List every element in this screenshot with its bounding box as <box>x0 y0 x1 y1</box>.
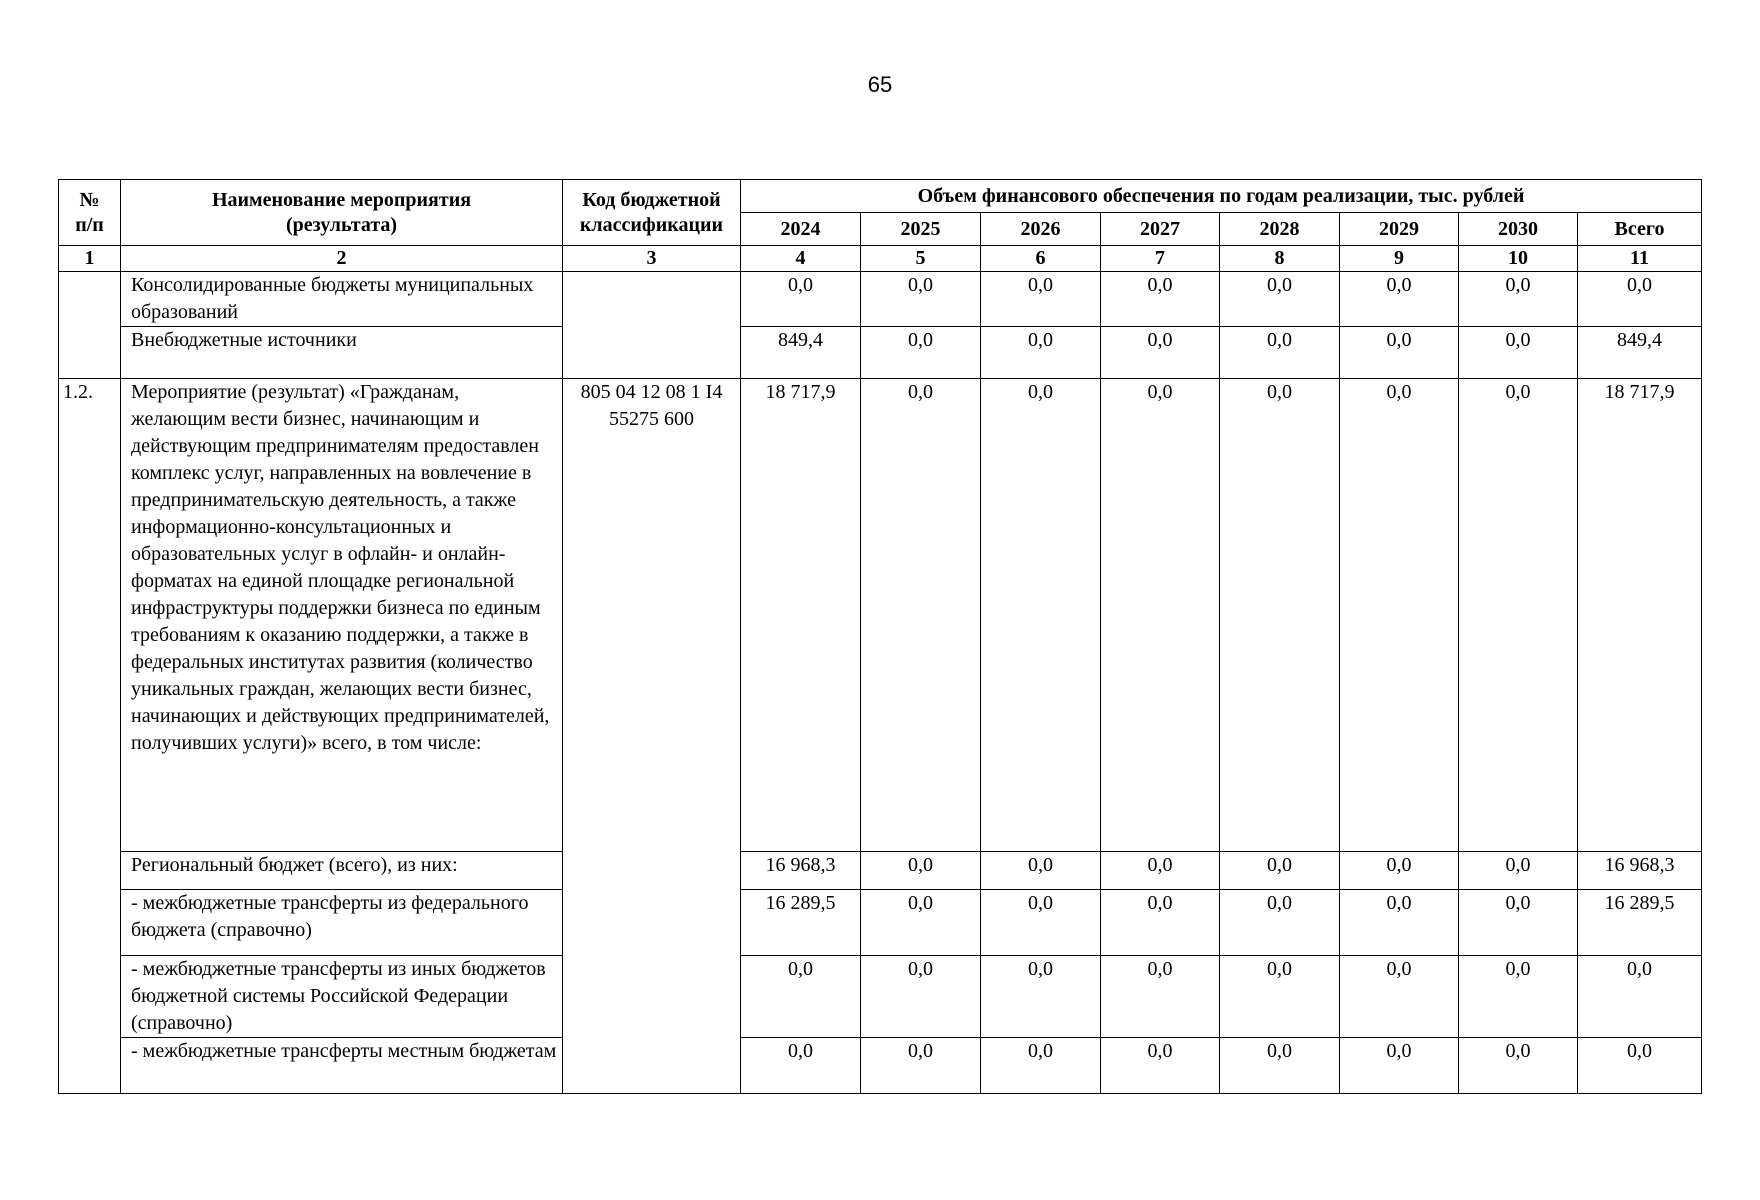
header-year: 2028 <box>1220 213 1340 246</box>
column-number: 8 <box>1220 246 1340 272</box>
column-number: 2 <box>121 246 563 272</box>
row-value: 0,0 <box>981 272 1101 327</box>
row-name: - межбюджетные трансферты из федерального бюджета (справочно) <box>121 890 563 956</box>
column-number: 9 <box>1340 246 1459 272</box>
row-value: 0,0 <box>1101 890 1220 956</box>
row-value: 0,0 <box>1220 1038 1340 1094</box>
row-value: 0,0 <box>1220 327 1340 379</box>
row-code: 805 04 12 08 1 I4 55275 600 <box>563 379 741 1094</box>
table-row <box>59 379 1702 852</box>
row-value: 16 289,5 <box>1578 890 1702 956</box>
row-value: 849,4 <box>1578 327 1702 379</box>
row-value: 0,0 <box>1220 272 1340 327</box>
row-value: 16 289,5 <box>741 890 861 956</box>
row-value: 0,0 <box>1459 890 1578 956</box>
header-row-1 <box>59 180 1702 213</box>
row-value: 0,0 <box>1578 272 1702 327</box>
column-number: 1 <box>59 246 121 272</box>
header-year: 2029 <box>1340 213 1459 246</box>
table-row <box>59 1038 1702 1094</box>
row-value: 0,0 <box>1340 956 1459 1038</box>
row-name: Мероприятие (результат) «Гражданам, желающим вести бизнес, начинающим и действующим предпринимателям предоставлен комплекс услуг, направленных на вовлечение в предпринимательскую деятельность, а также информационно-консультационных и образовательных услуг в офлайн- и онлайн-форматах на единой площадке региональной инфраструктуры поддержки бизнеса по единым требованиям к оказанию поддержки, а также в федеральных институтах развития (количество уникальных граждан, желающих вести бизнес, начинающих и действующих предпринимателей, получивших услуги)» всего, в том числе: <box>121 379 563 852</box>
row-value: 0,0 <box>981 1038 1101 1094</box>
row-value: 0,0 <box>1340 327 1459 379</box>
row-value: 0,0 <box>741 956 861 1038</box>
row-value: 0,0 <box>741 272 861 327</box>
row-value: 0,0 <box>1220 890 1340 956</box>
header-total: Всего <box>1578 213 1702 246</box>
row-value: 0,0 <box>1220 852 1340 890</box>
row-value: 849,4 <box>741 327 861 379</box>
row-value: 0,0 <box>1340 890 1459 956</box>
row-value: 0,0 <box>861 956 981 1038</box>
row-value: 0,0 <box>861 852 981 890</box>
row-value: 0,0 <box>1101 272 1220 327</box>
column-number: 6 <box>981 246 1101 272</box>
row-value: 0,0 <box>861 272 981 327</box>
row-value: 0,0 <box>1578 1038 1702 1094</box>
row-value: 18 717,9 <box>1578 379 1702 852</box>
row-value: 0,0 <box>861 1038 981 1094</box>
page-number: 65 <box>867 72 893 97</box>
row-value: 0,0 <box>1340 1038 1459 1094</box>
row-value: 0,0 <box>1340 272 1459 327</box>
row-name: - межбюджетные трансферты из иных бюджетов бюджетной системы Российской Федерации (справочно) <box>121 956 563 1038</box>
row-value: 0,0 <box>1101 852 1220 890</box>
row-value: 0,0 <box>1459 327 1578 379</box>
table-row <box>59 852 1702 890</box>
row-value: 0,0 <box>1101 956 1220 1038</box>
table-row <box>59 327 1702 379</box>
row-value: 0,0 <box>1101 379 1220 852</box>
column-number: 4 <box>741 246 861 272</box>
row-value: 0,0 <box>981 852 1101 890</box>
row-value: 0,0 <box>1220 379 1340 852</box>
row-value: 0,0 <box>1101 1038 1220 1094</box>
row-code <box>563 272 741 379</box>
budget-table <box>58 179 1702 1094</box>
header-year: 2024 <box>741 213 861 246</box>
table-row <box>59 890 1702 956</box>
column-number: 3 <box>563 246 741 272</box>
row-value: 18 717,9 <box>741 379 861 852</box>
header-num: № п/п <box>59 180 121 246</box>
row-value: 0,0 <box>981 956 1101 1038</box>
row-value: 0,0 <box>1578 956 1702 1038</box>
row-value: 0,0 <box>1459 1038 1578 1094</box>
row-value: 0,0 <box>861 890 981 956</box>
row-value: 0,0 <box>1459 379 1578 852</box>
row-num <box>59 272 121 379</box>
row-name: Внебюджетные источники <box>121 327 563 379</box>
row-value: 0,0 <box>1459 272 1578 327</box>
header-volume: Объем финансового обеспечения по годам реализации, тыс. рублей <box>741 180 1702 213</box>
column-number: 5 <box>861 246 981 272</box>
header-year: 2027 <box>1101 213 1220 246</box>
row-name: Региональный бюджет (всего), из них: <box>121 852 563 890</box>
header-year: 2026 <box>981 213 1101 246</box>
table-row <box>59 272 1702 327</box>
row-value: 0,0 <box>741 1038 861 1094</box>
row-value: 0,0 <box>1101 327 1220 379</box>
header-code: Код бюджетной классификации <box>563 180 741 246</box>
header-year: 2025 <box>861 213 981 246</box>
header-year: 2030 <box>1459 213 1578 246</box>
row-value: 0,0 <box>981 890 1101 956</box>
row-value: 0,0 <box>1220 956 1340 1038</box>
row-value: 16 968,3 <box>741 852 861 890</box>
column-numbers-row <box>59 246 1702 272</box>
header-name: Наименование мероприятия (результата) <box>121 180 563 246</box>
row-value: 0,0 <box>981 327 1101 379</box>
row-value: 0,0 <box>1459 852 1578 890</box>
row-num: 1.2. <box>59 379 121 1094</box>
row-value: 0,0 <box>861 327 981 379</box>
row-value: 16 968,3 <box>1578 852 1702 890</box>
row-name: - межбюджетные трансферты местным бюджетам <box>121 1038 563 1094</box>
column-number: 10 <box>1459 246 1578 272</box>
column-number: 7 <box>1101 246 1220 272</box>
row-value: 0,0 <box>1340 852 1459 890</box>
row-name: Консолидированные бюджеты муниципальных образований <box>121 272 563 327</box>
row-value: 0,0 <box>1459 956 1578 1038</box>
row-value: 0,0 <box>981 379 1101 852</box>
row-value: 0,0 <box>1340 379 1459 852</box>
row-value: 0,0 <box>861 379 981 852</box>
table-row <box>59 956 1702 1038</box>
column-number: 11 <box>1578 246 1702 272</box>
